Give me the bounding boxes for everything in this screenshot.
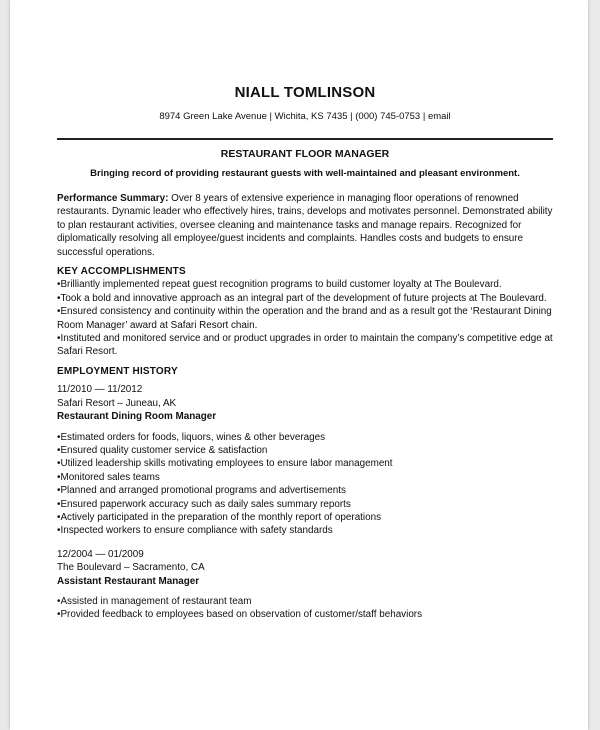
- job-duty-item: • Ensured quality customer service & satisfaction: [57, 444, 553, 457]
- job-company: Safari Resort – Juneau, AK: [57, 397, 177, 409]
- summary-text: Over 8 years of extensive experience in managing floor operations of renowned restaurants. Dynamic leader who effectively hires, trains, develops and motivates personnel. Demonstrated ability to plan restaurant activities, oversee cleaning and maintenance tasks and manage repairs. Recognized for diplomatically resolving all employee/guest incidents and complaints. Handles costs and budgets to ensure successful operations.: [57, 193, 553, 258]
- tagline: Bringing record of providing restaurant guests with well-maintained and pleasant environment.: [90, 168, 520, 179]
- job-entry: [57, 548, 553, 622]
- job-duty-item: • Provided feedback to employees based on observation of customer/staff behaviors: [57, 608, 553, 621]
- resume-page: [10, 0, 588, 730]
- accomplishment-item: • Instituted and monitored service and or product upgrades in order to maintain the company’s competitive edge at Safari Resort.: [57, 332, 553, 359]
- job-duty-item: • Inspected workers to ensure compliance with safety standards: [57, 524, 553, 537]
- job-duty-item: • Actively participated in the preparation of the monthly report of operations: [57, 511, 553, 524]
- summary-label: Performance Summary:: [57, 193, 169, 204]
- job-duties-list: [57, 595, 553, 622]
- target-role: RESTAURANT FLOOR MANAGER: [220, 148, 390, 160]
- accomplishment-item: • Took a bold and innovative approach as an integral part of the development of future projects at The Boulevard.: [57, 292, 553, 305]
- accomplishment-item: • Brilliantly implemented repeat guest recognition programs to build customer loyalty at The Boulevard.: [57, 278, 553, 291]
- job-duty-item: • Assisted in management of restaurant team: [57, 595, 553, 608]
- job-company: The Boulevard – Sacramento, CA: [57, 562, 205, 574]
- job-duty-item: • Planned and arranged promotional programs and advertisements: [57, 484, 553, 497]
- job-duty-item: • Monitored sales teams: [57, 471, 553, 484]
- candidate-name: NIALL TOMLINSON: [234, 84, 376, 101]
- accomplishments-heading: KEY ACCOMPLISHMENTS: [57, 266, 186, 278]
- contact-line: 8974 Green Lake Avenue | Wichita, KS 7435 | (000) 745-0753 | email: [159, 111, 451, 122]
- employment-heading: EMPLOYMENT HISTORY: [57, 365, 178, 377]
- accomplishment-item: • Ensured consistency and continuity within the operation and the brand and as a result got the ‘Restaurant Dining Room Manager’ award at Safari Resort chain.: [57, 305, 553, 332]
- accomplishments-list: [57, 278, 553, 358]
- job-title: Assistant Restaurant Manager: [57, 575, 200, 587]
- job-dates: 12/2004 — 01/2009: [57, 548, 144, 560]
- job-duties-list: [57, 431, 553, 538]
- job-title: Restaurant Dining Room Manager: [57, 411, 217, 423]
- resume-body: [57, 192, 553, 622]
- performance-summary: [57, 192, 553, 259]
- job-dates: 11/2010 — 11/2012: [57, 384, 143, 396]
- job-spacer: [57, 538, 553, 548]
- job-duty-item: • Utilized leadership skills motivating employees to ensure labor management: [57, 457, 553, 470]
- header-divider: [57, 138, 553, 140]
- job-entry: [57, 383, 553, 537]
- job-duty-item: • Ensured paperwork accuracy such as daily sales summary reports: [57, 498, 553, 511]
- job-duty-item: • Estimated orders for foods, liquors, wines & other beverages: [57, 431, 553, 444]
